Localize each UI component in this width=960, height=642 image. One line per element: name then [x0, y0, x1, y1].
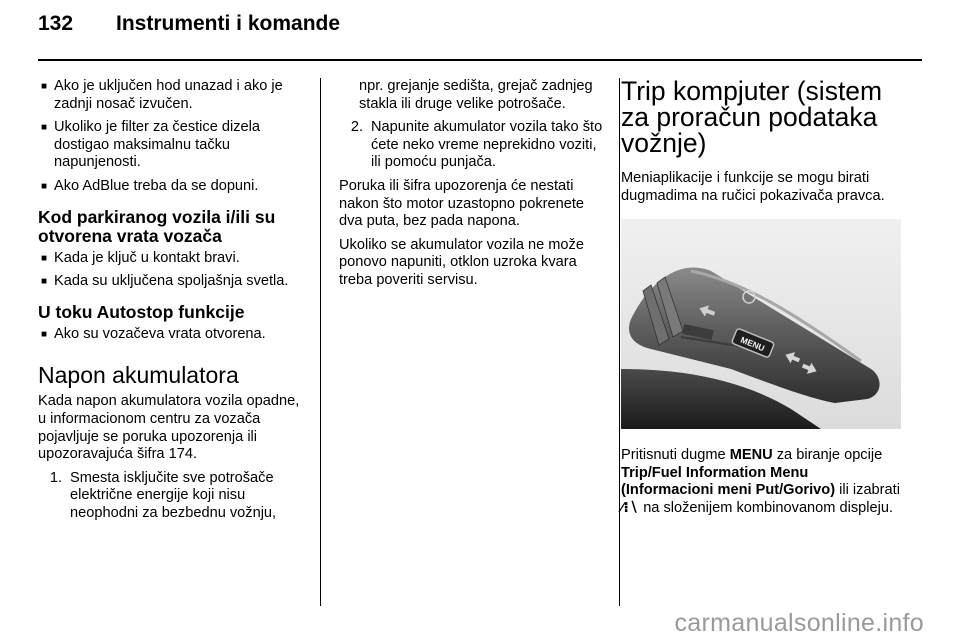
page-header — [38, 12, 340, 42]
bullet-square-icon: ■ — [41, 276, 48, 288]
subheading-parking: Kod parkiranog vozila i/ili su otvorena vrata vozača — [38, 206, 276, 246]
bullet-square-icon: ■ — [41, 81, 48, 92]
page-number: 132 — [38, 12, 74, 35]
chapter-title: Instrumenti i komande — [116, 12, 341, 35]
subheading-autostop: U toku Autostop funkcije — [38, 301, 245, 322]
list-item: ■ Ako AdBlue treba da se dopuni. — [38, 178, 304, 196]
bullet-square-icon: ■ — [41, 122, 48, 134]
numbered-item — [38, 470, 304, 523]
watermark: carmanualsonline.info — [674, 609, 924, 637]
header-rule — [38, 59, 922, 61]
trip-intro: Meniaplikacije i funkcije se mogu birati dugmadima na ručici pokazivača pravca. — [621, 170, 885, 204]
list-item: ■ Kada je ključ u kontakt bravi. — [38, 250, 304, 268]
item-text: Napunite akumulator vozila tako što ćete neko vreme neprekidno voziti, ili pomoću punjača. — [371, 119, 603, 171]
bullet-square-icon: ■ — [41, 328, 48, 340]
list-item: ■ Kada su uključena spoljašnja svetla. — [38, 273, 304, 291]
section-title-battery: Napon akumulatora — [38, 362, 239, 389]
list-item: ■ Ako je uključen hod unazad i ako je zadnji nosač izvučen. — [38, 78, 304, 113]
item-continued: npr. grejanje sedišta, grejač zadnjeg stakla ili druge velike potrošače. — [359, 78, 593, 112]
list-item: ■ Ako su vozačeva vrata otvorena. — [38, 326, 304, 344]
item-number: 1. — [49, 469, 62, 486]
menu-button-label: MENU — [739, 334, 767, 354]
column-divider-1 — [320, 78, 321, 606]
select-symbol-icon: ⁄⁝∖ — [621, 499, 640, 516]
trip-fuel-option: Trip/Fuel Information Menu (Informacioni meni Put/Gorivo) — [621, 464, 836, 499]
bullet-square-icon: ■ — [41, 252, 48, 264]
paragraph: Poruka ili šifra upozorenja će nestati nakon što motor uzastopno pokrenete dva puta, bez pada napona. — [339, 177, 585, 230]
menu-keyword: MENU — [729, 447, 773, 464]
item-number: 2. — [350, 119, 363, 136]
menu-instruction: Pritisnuti dugme MENU za biranje opcije Trip/Fuel Information Menu (Informacioni meni Put/Gorivo) ili izabrati ⁄⁝∖ na složenijem kombinovanom displeju. — [621, 447, 900, 516]
turn-signal-stalk-photo — [621, 219, 901, 429]
list-item: ■ Ukoliko je filter za čestice dizela dostigao maksimalnu tačku napunjenosti. — [38, 119, 304, 172]
column-2 — [339, 78, 607, 296]
item-text: Smesta isključite sve potrošače električne energije koji nisu neophodni za bezbednu vožnju, — [70, 469, 277, 521]
paragraph: Ukoliko se akumulator vozila ne može ponovo napuniti, otklon uzroka kvara treba poveriti servisu. — [339, 236, 584, 288]
section-title-trip: Trip kompjuter (sistem za proračun podataka vožnje) — [621, 76, 883, 158]
column-1 — [38, 78, 304, 529]
column-divider-2 — [619, 78, 620, 606]
numbered-item — [339, 119, 607, 172]
column-3 — [621, 78, 901, 524]
battery-intro: Kada napon akumulatora vozila opadne, u informacionom centru za vozača pojavljuje se poruka upozorenja ili upozoravajuća šifra 174. — [38, 393, 300, 463]
bullet-square-icon: ■ — [41, 180, 48, 192]
